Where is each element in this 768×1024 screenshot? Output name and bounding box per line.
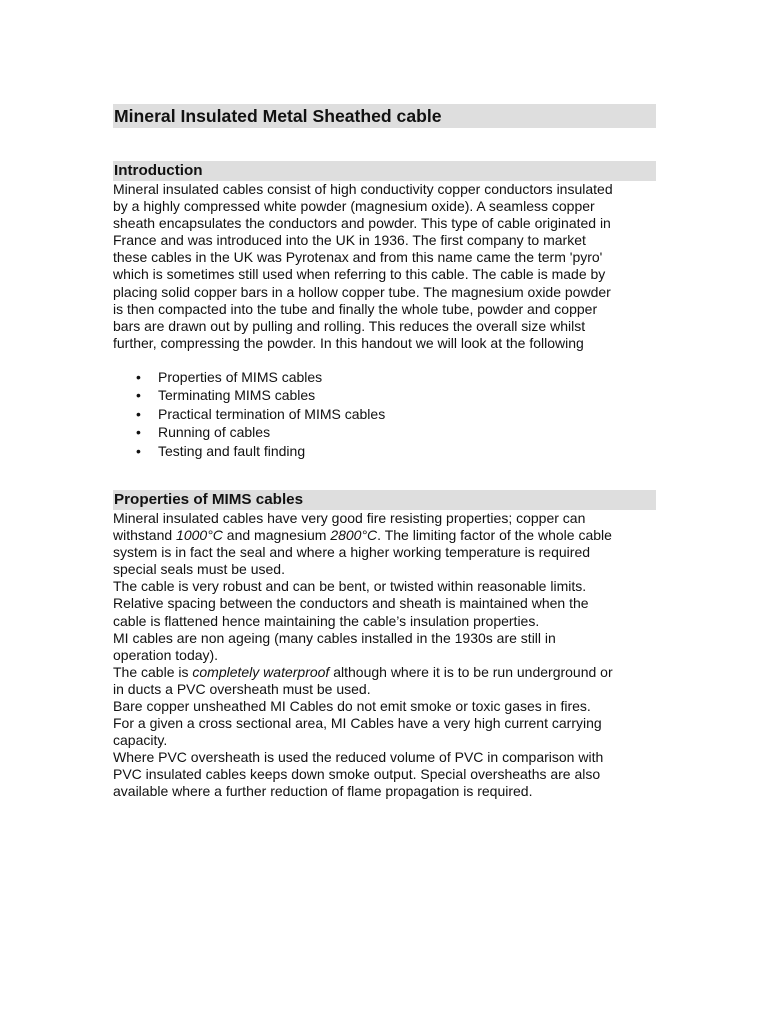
paragraph-line: sheath encapsulates the conductors and powder. This type of cable originated in <box>113 215 611 232</box>
list-item-text: Practical termination of MIMS cables <box>158 405 386 422</box>
section-heading-introduction: Introduction <box>113 161 656 181</box>
properties-paragraph-3 <box>113 749 656 800</box>
properties-paragraph-2 <box>113 664 656 749</box>
text-run: withstand <box>113 527 177 544</box>
text-run: and magnesium <box>222 527 331 544</box>
text-run: . The limiting factor of the whole cable <box>377 527 612 544</box>
list-item-text: Properties of MIMS cables <box>158 368 323 385</box>
introduction-paragraph <box>113 181 656 352</box>
paragraph-line: Where PVC oversheath is used the reduced volume of PVC in comparison with <box>113 749 604 766</box>
paragraph-line: available where a further reduction of flame propagation is required. <box>113 783 533 800</box>
paragraph-line: Relative spacing between the conductors and sheath is maintained when the <box>113 595 589 612</box>
paragraph-line: these cables in the UK was Pyrotenax and from this name came the term 'pyro' <box>113 249 603 266</box>
paragraph-line: system is in fact the seal and where a higher working temperature is required <box>113 544 591 561</box>
paragraph-line: For a given a cross sectional area, MI Cables have a very high current carrying <box>113 715 602 732</box>
text-run: The cable is <box>113 663 193 680</box>
document-page <box>113 104 656 801</box>
paragraph-line: Mineral insulated cables have very good fire resisting properties; copper can <box>113 509 586 526</box>
paragraph-line: special seals must be used. <box>113 561 285 578</box>
bullet-icon: • <box>136 424 141 441</box>
paragraph-line <box>113 664 656 681</box>
list-item <box>113 423 656 441</box>
list-item-text: Terminating MIMS cables <box>158 387 316 404</box>
bullet-icon: • <box>136 387 141 404</box>
list-item <box>113 405 656 423</box>
list-item-text: Testing and fault finding <box>158 442 306 459</box>
paragraph-line: by a highly compressed white powder (magnesium oxide). A seamless copper <box>113 198 595 215</box>
paragraph-line: PVC insulated cables keeps down smoke output. Special oversheaths are also <box>113 766 601 783</box>
list-item <box>113 442 656 460</box>
list-item-text: Running of cables <box>158 424 271 441</box>
properties-paragraph-1 <box>113 510 656 664</box>
paragraph-line: capacity. <box>113 732 168 749</box>
paragraph-line: which is sometimes still used when referring to this cable. The cable is made by <box>113 266 606 283</box>
topics-bullet-list <box>113 368 656 460</box>
paragraph-line <box>113 527 656 544</box>
document-title: Mineral Insulated Metal Sheathed cable <box>113 104 656 128</box>
copper-temperature: 1000°C <box>176 527 223 544</box>
paragraph-line: The cable is very robust and can be bent, or twisted within reasonable limits. <box>113 578 587 595</box>
paragraph-line: bars are drawn out by pulling and rolling. This reduces the overall size whilst <box>113 317 586 334</box>
paragraph-line: Bare copper unsheathed MI Cables do not emit smoke or toxic gases in fires. <box>113 698 591 714</box>
paragraph-line: placing solid copper bars in a hollow copper tube. The magnesium oxide powder <box>113 283 611 300</box>
text-run: although where it is to be run underground or <box>329 663 613 680</box>
paragraph-line: further, compressing the powder. In this handout we will look at the following <box>113 334 584 351</box>
paragraph-line: is then compacted into the tube and finally the whole tube, powder and copper <box>113 300 598 317</box>
section-heading-properties: Properties of MIMS cables <box>113 490 656 510</box>
paragraph-line: cable is flattened hence maintaining the cable’s insulation properties. <box>113 612 540 629</box>
paragraph-line: operation today). <box>113 646 219 663</box>
paragraph-line: in ducts a PVC oversheath must be used. <box>113 680 371 697</box>
bullet-icon: • <box>136 368 141 385</box>
paragraph-line: France and was introduced into the UK in 1936. The first company to market <box>113 232 586 249</box>
bullet-icon: • <box>136 405 141 422</box>
magnesium-temperature: 2800°C <box>330 527 378 544</box>
paragraph-line: Mineral insulated cables consist of high conductivity copper conductors insulated <box>113 181 613 197</box>
bullet-icon: • <box>136 442 141 459</box>
paragraph-line: MI cables are non ageing (many cables installed in the 1930s are still in <box>113 629 556 646</box>
waterproof-emphasis: completely waterproof <box>192 663 330 680</box>
list-item <box>113 368 656 386</box>
list-item <box>113 386 656 404</box>
